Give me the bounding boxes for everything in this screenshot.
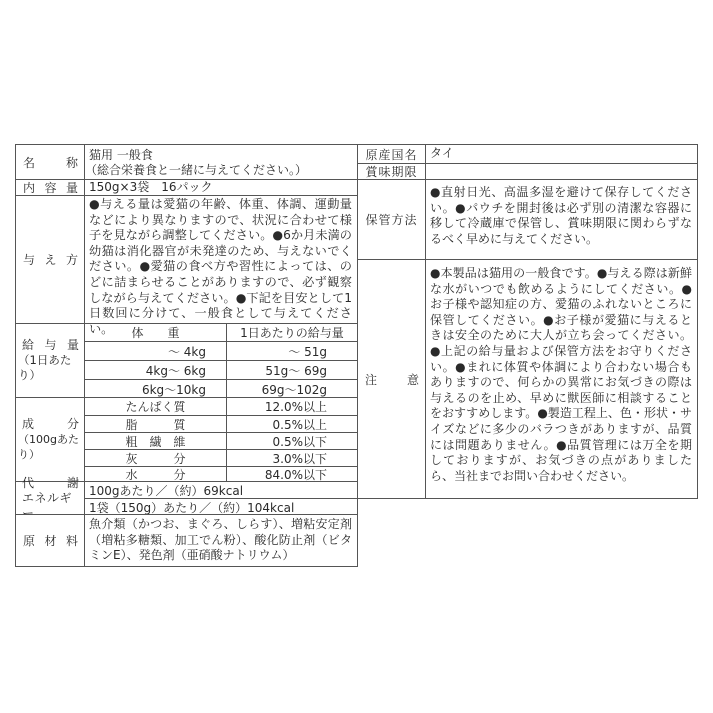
weight-value: 4kg～ 6kg	[85, 361, 227, 379]
row-best-before	[358, 163, 697, 179]
nutrient-value: 0.5%以上	[272, 417, 327, 432]
label-ingredients: 原 材 料	[16, 515, 85, 566]
label-contents: 内 容 量	[16, 180, 85, 195]
energy-per-100g: 100gあたり／（約）69kcal	[89, 483, 244, 498]
composition-row	[85, 432, 357, 449]
composition-row	[85, 415, 357, 432]
energy-values	[85, 482, 357, 514]
feeding-amount-header	[85, 324, 357, 341]
weight-value: ～ 4kg	[85, 342, 227, 360]
row-caution	[358, 259, 697, 499]
feeding-amount-row	[85, 360, 357, 379]
label-feeding-amount: 給 与 量 （1日あたり）	[16, 324, 85, 397]
label-best-before: 賞味期限	[358, 164, 426, 179]
label-metabolic-energy: 代 謝 エネルギー	[16, 482, 85, 514]
nutrient-value: 3.0%以下	[272, 451, 327, 466]
label-composition: 成 分 （100gあたり）	[16, 398, 85, 481]
product-name-line2: （総合栄養食と一緒に与えてください。）	[85, 162, 308, 177]
composition-row	[85, 466, 357, 482]
amount-value: 69g～102g	[261, 382, 327, 397]
row-composition	[16, 397, 357, 481]
composition-table	[85, 398, 357, 481]
composition-row	[85, 449, 357, 466]
value-origin: タイ	[430, 146, 454, 161]
label-storage: 保管方法	[358, 180, 426, 259]
label-caution: 注 意	[358, 260, 426, 499]
row-feeding-amount	[16, 323, 357, 397]
energy-per-bag: 1袋（150g）あたり／（約）104kcal	[89, 500, 295, 515]
nutrient-value: 12.0%以上	[264, 400, 327, 414]
product-info-table-left	[15, 144, 358, 567]
nutrient-value: 84.0%以下	[264, 468, 327, 482]
feeding-amount-table	[85, 324, 357, 397]
product-info-table-right	[357, 144, 698, 499]
nutrient-name: 粗 繊 維	[85, 433, 227, 449]
label-feeding-amount-sub: （1日あたり）	[18, 353, 72, 382]
label-origin: 原産国名	[358, 145, 426, 163]
nutrient-name: 水 分	[85, 467, 227, 482]
row-origin	[358, 145, 697, 163]
energy-row	[85, 498, 357, 515]
product-name-line1: 猫用 一般食	[89, 147, 153, 162]
row-storage	[358, 179, 697, 259]
header-daily-amount: 1日あたりの給与量	[240, 326, 344, 340]
composition-row	[85, 398, 357, 415]
row-ingredients	[16, 514, 357, 566]
value-ingredients: 魚介類（かつお、まぐろ、しらす）、増粘安定剤（増粘多糖類、加工でん粉）、酸化防止剤（ビタミンE）、発色剤（亜硝酸ナトリウム）	[89, 517, 352, 563]
weight-value: 6kg～10kg	[85, 380, 227, 398]
feeding-amount-row	[85, 379, 357, 398]
row-contents	[16, 179, 357, 195]
value-best-before	[426, 164, 697, 179]
value-storage: ●直射日光、高温多湿を避けて保存してください。●パウチを開封後は必ず別の清潔な容器に移して冷蔵庫で保管し、賞味期限に関わらずなるべく早めに与えてください。	[430, 185, 692, 246]
value-caution: ●本製品は猫用の一般食です。●与える際は新鮮な水がいつでも飲めるようにしてください。●お子様や認知症の方、愛猫のふれないところに保管してください。●お子様が愛猫に与えるときは安全のために大人が立ち会ってください。●上記の給与量および保管方法をお守りください。●まれに体質や体調により合わない場合もありますので、何らかの異常にお気づきの際は与えるのを止め、早めに獣医師に相談することをおすすめします。●製造工程上、色・形状・サイズなどに多少のバラつきがありますが、品質には問題ありません。●品質管理には万全を期しておりますが、お気づきの点がありましたら、当社までお問い合わせください。	[430, 266, 692, 483]
amount-value: 51g～ 69g	[265, 363, 327, 378]
value-feeding-method: ●与える量は愛猫の年齢、体重、体調、運動量などにより異なりますので、状況に合わせて様子を見ながら調整してください。●6か月未満の幼猫は消化器官が未発達のため、与えないでください。●愛猫の食べ方や習性によっては、のどに詰まらせることがありますので、必ず観察しながら与えてください。●下記を目安として1日数回に分けて、一般食として与えてください。	[89, 197, 352, 336]
amount-value: ～ 51g	[288, 344, 327, 359]
nutrient-name: たんぱく質	[85, 398, 227, 415]
value-product-name	[85, 145, 357, 179]
nutrient-value: 0.5%以下	[272, 434, 327, 449]
value-contents: 150g×3袋 16パック	[89, 179, 213, 194]
nutrient-name: 灰 分	[85, 450, 227, 466]
header-weight: 体 重	[85, 324, 227, 341]
label-product-name: 名 称	[16, 145, 85, 179]
energy-row	[85, 482, 357, 498]
nutrient-name: 脂 質	[85, 416, 227, 432]
label-composition-sub: （100gあたり）	[18, 433, 79, 461]
label-feeding-method: 与 え 方	[16, 196, 85, 323]
row-product-name	[16, 145, 357, 179]
feeding-amount-row	[85, 341, 357, 360]
